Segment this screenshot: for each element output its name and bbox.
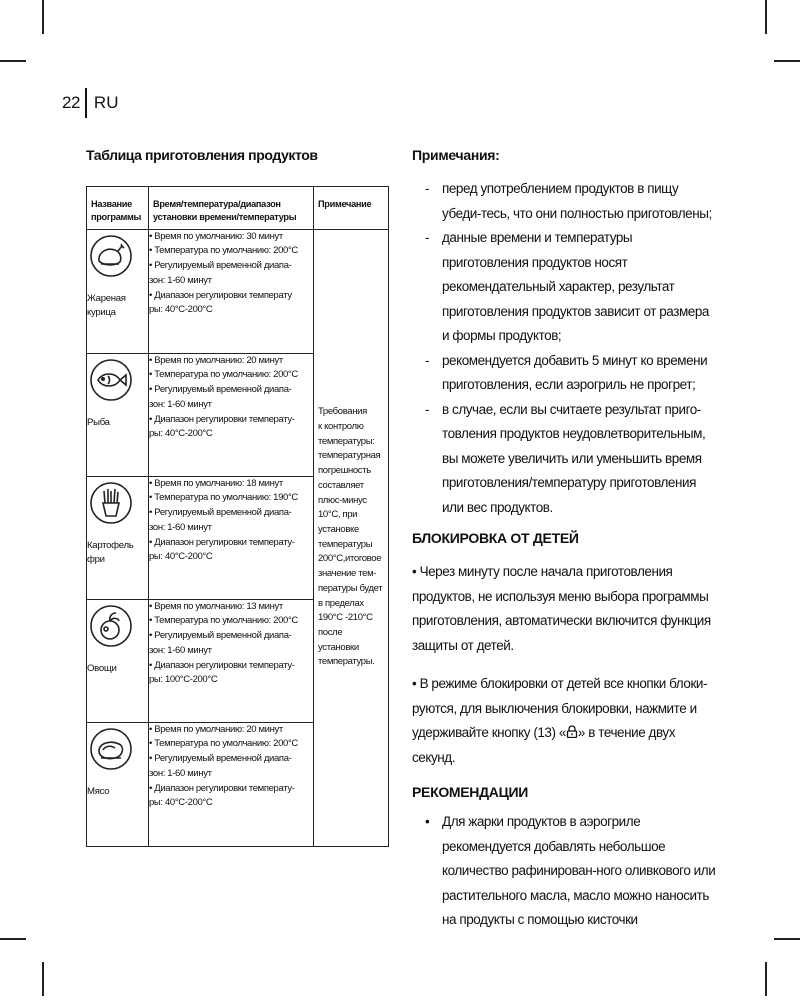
param-line: • Время по умолчанию: 30 минут [149,230,283,242]
note-text: рекомендуется добавить 5 минут ко времени приготовления, если аэрогриль не прогрет; [442,352,708,392]
list-item [412,398,717,521]
param-line: • Температура по умолчанию: 200°C [149,369,298,381]
notes-list [412,177,717,520]
note-line: после установки [318,627,359,653]
dash-marker: - [425,401,430,417]
note-line: значение тем- [318,568,377,580]
note-line: 10°C, при [318,509,358,521]
param-line: • Время по умолчанию: 13 минут [149,600,283,612]
note-line: температуры. [318,656,375,668]
param-line: • Температура по умолчанию: 190°C [149,492,298,504]
param-line: • Температура по умолчанию: 200°C [149,738,298,750]
recommendation-text: Для жарки продуктов в аэрогриле рекомендуется добавлять небольшое количество рафинирован-ного оливкового или растительного масла, масло можно наносить на продукты с помощью кисточки [442,814,716,927]
crop-mark [42,962,44,996]
header-note: Примечание [314,187,389,230]
param-line: • Регулируемый временной диапа- [149,260,292,272]
crop-mark [765,0,767,34]
program-name: Мясо [87,785,110,797]
program-cell [87,722,149,846]
note-line: Требования [318,406,367,418]
dash-marker: - [425,352,430,368]
recommendations-title: РЕКОМЕНДАЦИИ [412,784,529,800]
child-lock-title: БЛОКИРОВКА ОТ ДЕТЕЙ [412,530,579,546]
french-fries-icon [89,481,133,525]
table-title: Таблица приготовления продуктов [86,147,318,163]
note-line: установке [318,523,359,535]
param-line: • Регулируемый временной диапа- [149,507,292,519]
page-number: 22 [62,93,80,112]
crop-mark [0,938,26,940]
param-line: зон: 1-60 минут [149,274,212,286]
note-line: температуры [318,538,373,550]
param-line: • Диапазон регулировки температу- [149,413,295,425]
note-line: плюс-минус [318,494,367,506]
params-cell [149,229,314,353]
note-text: перед употреблением продуктов в пищу убеди-тесь, что они полностью приготовлены; [442,181,712,221]
param-line: • Регулируемый временной диапа- [149,630,292,642]
note-cell [314,229,389,846]
param-line: ры: 40°C-200°C [149,551,213,563]
param-line: • Диапазон регулировки температу- [149,536,295,548]
program-name: Картофель фри [87,539,134,565]
child-lock-text-after: » в течение двух секунд. [412,725,676,765]
param-line: зон: 1-60 минут [149,521,212,533]
program-name: Овощи [87,662,117,674]
note-line: в пределах [318,597,364,609]
crop-mark [42,0,44,34]
param-line: • Время по умолчанию: 18 минут [149,477,283,489]
list-item [412,349,717,398]
list-item [412,810,717,933]
child-lock-text-before: • В режиме блокировки от детей все кнопки блоки-руются, для выключения блокировки, нажмите и удерживайте кнопку (13) « [412,676,708,740]
params-cell [149,476,314,599]
language-code: RU [93,93,119,112]
note-text: в случае, если вы считаете результат приго-товления продуктов неудовлетворительным, вы можете увеличить или уменьшить время приготовления/температуру приготовления или вес продуктов. [442,401,706,515]
bullet-marker: • [425,814,430,829]
note-line: температурная [318,450,381,462]
param-line: • Время по умолчанию: 20 минут [149,723,283,735]
program-cell [87,476,149,599]
note-line: составляет [318,479,364,491]
note-line: погрешность [318,465,371,477]
param-line: • Диапазон регулировки температу [149,289,292,301]
dash-marker: - [425,181,430,196]
program-cell [87,353,149,476]
crop-mark [774,938,800,940]
param-line: • Температура по умолчанию: 200°C [149,615,298,627]
note-line: температуры: [318,435,375,447]
param-line: зон: 1-60 минут [149,644,212,656]
note-line: 200°C,итоговое [318,553,382,565]
param-line: зон: 1-60 минут [149,767,212,779]
note-line: пературы будет [318,582,383,594]
table-header-row [87,187,389,230]
param-line: • Время по умолчанию: 20 минут [149,354,283,366]
cooking-table [86,186,389,847]
program-cell [87,229,149,353]
vegetables-icon [89,604,133,648]
lock-icon [566,725,578,738]
roast-chicken-icon [89,234,133,278]
crop-mark [774,60,800,62]
list-item [412,177,717,226]
param-line: ры: 100°C-200°C [149,674,218,686]
meat-icon [89,727,133,771]
page-header [62,92,118,114]
param-line: ры: 40°C-200°C [149,304,213,316]
note-line: к контролю [318,420,364,432]
note-line: 190°C -210°C [318,612,373,624]
crop-mark [0,60,26,62]
program-name: Рыба [87,416,110,428]
child-lock-para-1: • Через минуту после начала приготовления продуктов, не используя меню выбора программы приготовления, автоматически включится функция защиты от детей. [412,564,711,653]
recommendations-list [412,810,717,933]
crop-mark [765,962,767,996]
notes-title: Примечания: [412,147,500,163]
header-divider [85,88,87,118]
param-line: • Диапазон регулировки температу- [149,782,295,794]
param-line: ры: 40°C-200°C [149,797,213,809]
param-line: ры: 40°C-200°C [149,428,213,440]
note-text: данные времени и температуры приготовления продуктов носят рекомендательный характер, результат приготовления продуктов зависит от размера и формы продуктов; [442,230,709,343]
params-cell [149,722,314,846]
right-column [412,147,717,933]
program-cell [87,599,149,722]
program-name: Жареная курица [87,292,126,318]
list-item [412,226,717,349]
header-params: Время/температура/диапазон установки времени/температуры [149,187,314,230]
dash-marker: - [425,230,430,245]
param-line: • Регулируемый временной диапа- [149,753,292,765]
param-line: зон: 1-60 минут [149,398,212,410]
child-lock-para-2 [412,672,717,770]
params-cell [149,353,314,476]
param-line: • Температура по умолчанию: 200°C [149,245,298,257]
params-cell [149,599,314,722]
header-program: Название программы [87,187,149,230]
fish-icon [89,358,133,402]
param-line: • Регулируемый временной диапа- [149,384,292,396]
param-line: • Диапазон регулировки температу- [149,659,295,671]
table-row [87,229,389,353]
